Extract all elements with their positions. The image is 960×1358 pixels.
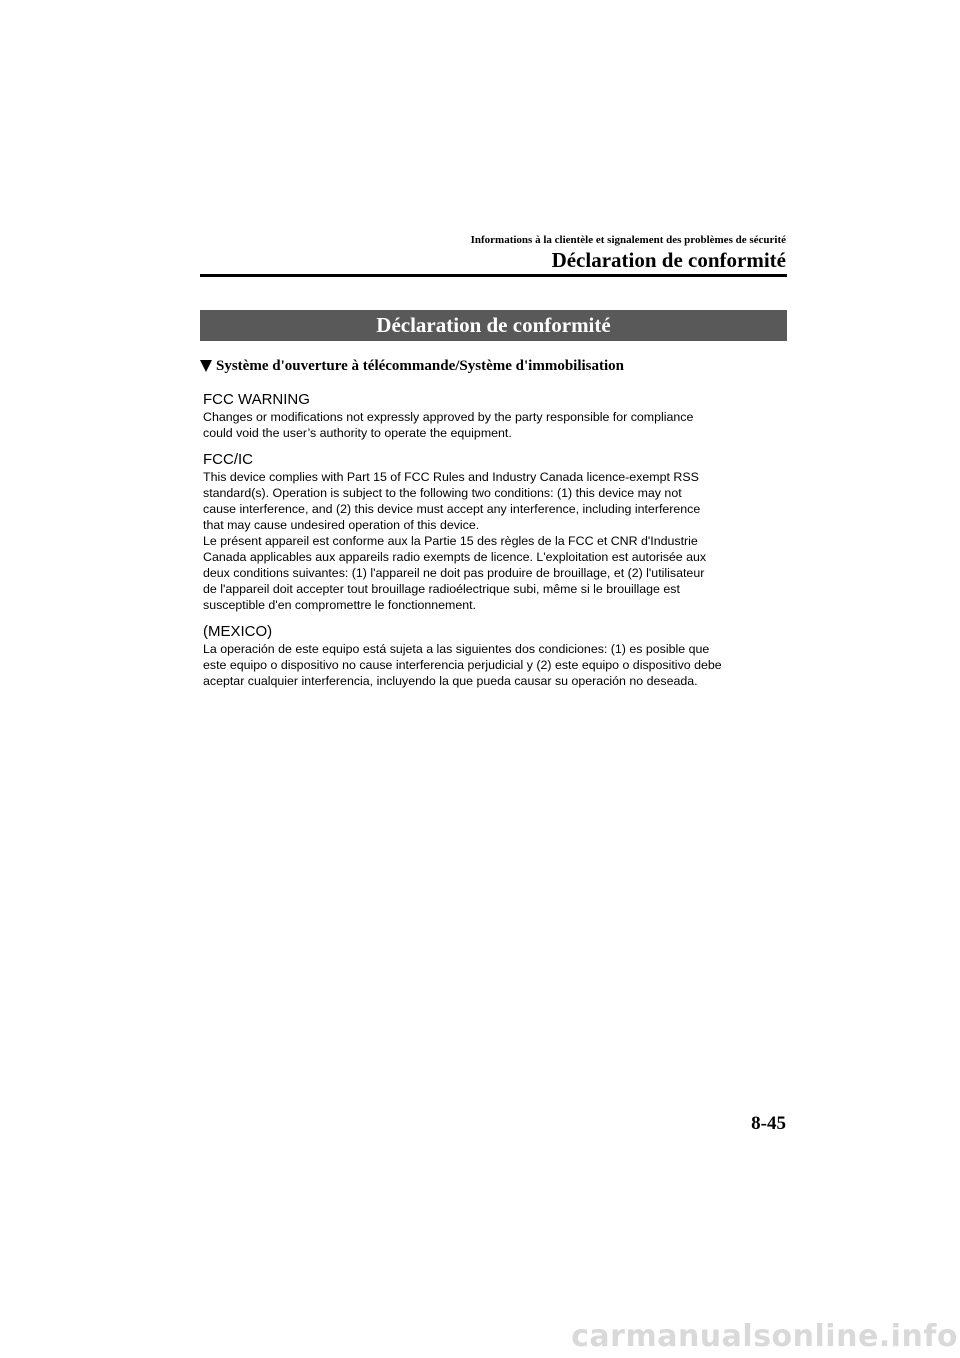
mexico-title: (MEXICO) xyxy=(203,623,273,640)
fcc-ic-line: This device complies with Part 15 of FCC Rules and Industry Canada licence-exempt RSS xyxy=(203,470,699,484)
fcc-ic-line: deux conditions suivantes: (1) l'appareil ne doit pas produire de brouillage, et (2) l'utilisateur xyxy=(203,566,705,580)
header-subtitle: Informations à la clientèle et signalement des problèmes de sécurité xyxy=(470,234,786,246)
mexico-block xyxy=(203,622,773,689)
section-banner: Déclaration de conformité xyxy=(200,310,787,341)
running-header xyxy=(471,233,786,272)
fcc-warning-line: Changes or modifications not expressly approved by the party responsible for compliance xyxy=(203,410,694,424)
subheading-text: Système d'ouverture à télécommande/Système d'immobilisation xyxy=(216,357,625,374)
fcc-ic-line: that may cause undesired operation of this device. xyxy=(203,518,480,532)
mexico-line: La operación de este equipo está sujeta a las siguientes dos condiciones: (1) es posible que xyxy=(203,642,710,656)
page-number: 8-45 xyxy=(751,1113,786,1134)
mexico-line: este equipo o dispositivo no cause interferencia perjudicial y (2) este equipo o dispositivo debe xyxy=(203,658,722,672)
fcc-ic-line: de l'appareil doit accepter tout brouillage radioélectrique subi, même si le brouillage est xyxy=(203,582,680,596)
notice-content xyxy=(203,390,773,698)
fcc-ic-line: Le présent appareil est conforme aux la Partie 15 des règles de la FCC et CNR d'Industrie xyxy=(203,534,698,548)
fcc-ic-block xyxy=(203,450,773,613)
header-rule xyxy=(200,274,787,277)
fcc-warning-line: could void the user’s authority to operate the equipment. xyxy=(203,426,512,440)
fcc-ic-line: susceptible d'en compromettre le fonctionnement. xyxy=(203,598,477,612)
fcc-ic-title: FCC/IC xyxy=(203,451,253,468)
triangle-down-icon xyxy=(200,360,212,372)
fcc-ic-line: cause interference, and (2) this device must accept any interference, including interference xyxy=(203,502,701,516)
mexico-line: aceptar cualquier interferencia, incluyendo la que pueda causar su operación no deseada. xyxy=(203,674,698,688)
fcc-warning-title: FCC WARNING xyxy=(203,391,310,408)
header-title: Déclaration de conformité xyxy=(551,248,786,272)
fcc-ic-line: standard(s). Operation is subject to the following two conditions: (1) this device may not xyxy=(203,486,682,500)
watermark: carmanualsonline.info xyxy=(571,1319,958,1354)
fcc-ic-line: Canada applicables aux appareils radio exempts de licence. L'exploitation est autorisée aux xyxy=(203,550,707,564)
fcc-warning-block xyxy=(203,390,773,441)
subheading xyxy=(200,356,624,376)
